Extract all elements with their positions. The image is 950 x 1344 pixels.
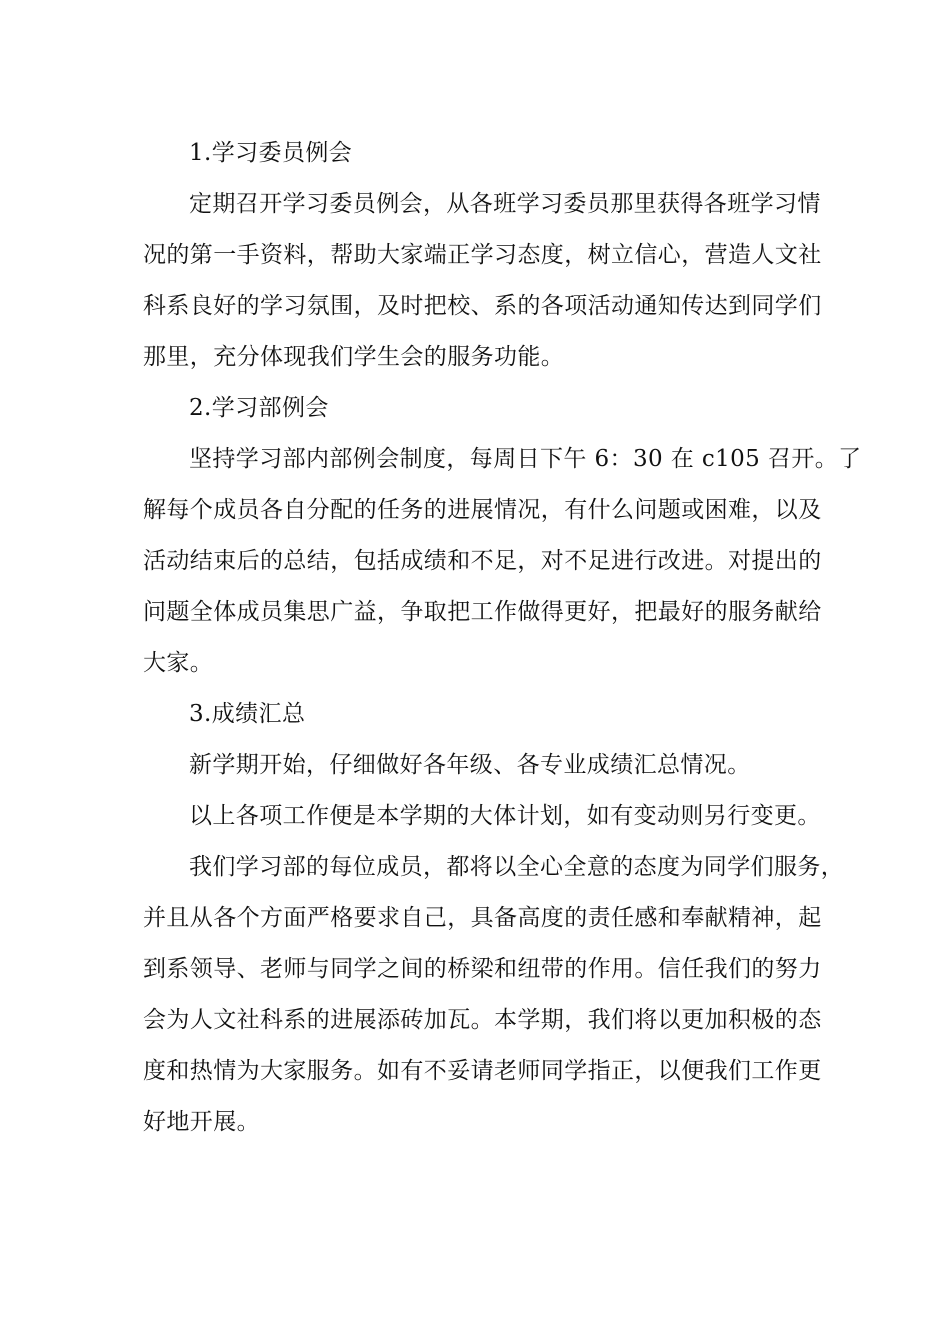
paragraph-line: 况的第一手资料，帮助大家端正学习态度，树立信心，营造人文社 [143, 242, 822, 268]
heading-grade-summary: 3.成绩汇总 [189, 701, 306, 727]
paragraph-line: 好地开展。 [143, 1109, 260, 1135]
heading-study-committee-meeting: 1.学习委员例会 [189, 140, 353, 166]
paragraph-line: 到系领导、老师与同学之间的桥梁和纽带的作用。信任我们的努力 [143, 956, 822, 982]
paragraph-line: 度和热情为大家服务。如有不妥请老师同学指正，以便我们工作更 [143, 1058, 822, 1084]
paragraph-line: 定期召开学习委员例会，从各班学习委员那里获得各班学习情 [189, 191, 821, 217]
paragraph-line: 问题全体成员集思广益，争取把工作做得更好，把最好的服务献给 [143, 599, 822, 625]
paragraph-line: 科系良好的学习氛围，及时把校、系的各项活动通知传达到同学们 [143, 293, 822, 319]
heading-study-dept-meeting: 2.学习部例会 [189, 395, 329, 421]
paragraph-line: 坚持学习部内部例会制度，每周日下午 6：30 在 c105 召开。了 [189, 446, 862, 472]
paragraph-line: 新学期开始，仔细做好各年级、各专业成绩汇总情况。 [189, 752, 751, 778]
paragraph-line: 我们学习部的每位成员，都将以全心全意的态度为同学们服务， [189, 854, 845, 880]
document-body [143, 128, 862, 1148]
paragraph-line: 大家。 [143, 650, 214, 676]
paragraph-line: 活动结束后的总结，包括成绩和不足，对不足进行改进。对提出的 [143, 548, 822, 574]
paragraph-line: 会为人文社科系的进展添砖加瓦。本学期，我们将以更加积极的态 [143, 1007, 822, 1033]
paragraph-line: 解每个成员各自分配的任务的进展情况，有什么问题或困难，以及 [143, 497, 822, 523]
paragraph-line: 那里，充分体现我们学生会的服务功能。 [143, 344, 565, 370]
paragraph-line: 以上各项工作便是本学期的大体计划，如有变动则另行变更。 [189, 803, 821, 829]
paragraph-line: 并且从各个方面严格要求自己，具备高度的责任感和奉献精神，起 [143, 905, 822, 931]
